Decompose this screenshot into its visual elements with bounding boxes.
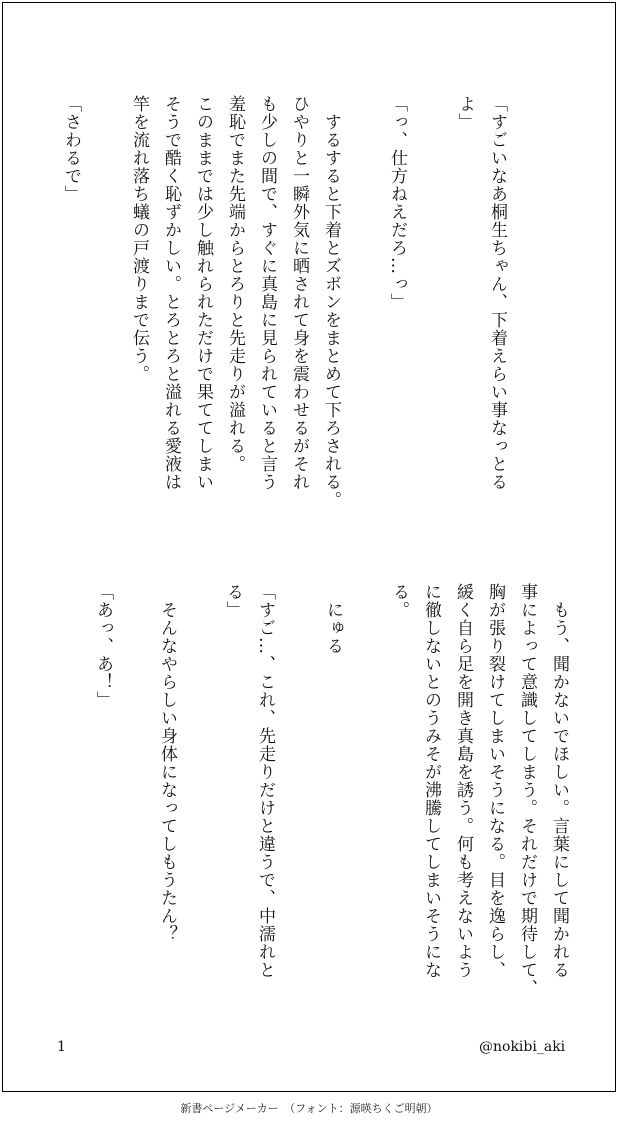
dialogue-shikata: 「っ、仕方ねえだろ…っ」: [387, 95, 407, 311]
dialogue-sawaru: 「さわるで」: [61, 95, 81, 203]
page-frame: [2, 2, 616, 1092]
dialogue-aa: 「あっ、あ！」: [93, 583, 113, 709]
paragraph-kudashi: するすると下着とズボンをまとめて下ろされる。 ひやりと一瞬外気に晒されて身を震わせるがそれ も少しの間で、すぐに真島に見られていると言う 羞恥でまた先端からとろりと先走りが溢れる。 このままでは少し触れられただけで果ててしまい そうで酷く恥ずかしい。とろとろと溢れる愛液は 竿を流れ落ち蟻の戸渡りまで伝う。: [129, 95, 341, 509]
maker-caption: 新書ページメーカー （フォント：源暎ちくご明朝）: [180, 1102, 438, 1115]
dialogue-sugo: 「すご…、これ、先走りだけと違うで、中濡れと る」: [223, 583, 275, 979]
line-yarashii: そんなやらしい身体になってしもうたん？: [157, 583, 177, 943]
paragraph-mou: もう、聞かないでほしい。言葉にして聞かれる 事によって意識してしまう。それだけで期待して、 胸が張り裂けてしまいそうになる。目を逸らし、 緩く自ら足を開き真島を誘う。何も考えないよう に徹しないとのうみそが沸騰してしまいそうにな る。: [389, 583, 569, 997]
dialogue-sugoi: 「すごいなあ桐生ちゃん、下着えらい事なっとる よ」: [455, 95, 507, 491]
page-number: 1: [57, 1039, 66, 1055]
onomatopoeia-nyuru: にゅる: [323, 583, 343, 655]
author-handle: @nokibi_aki: [479, 1039, 566, 1055]
